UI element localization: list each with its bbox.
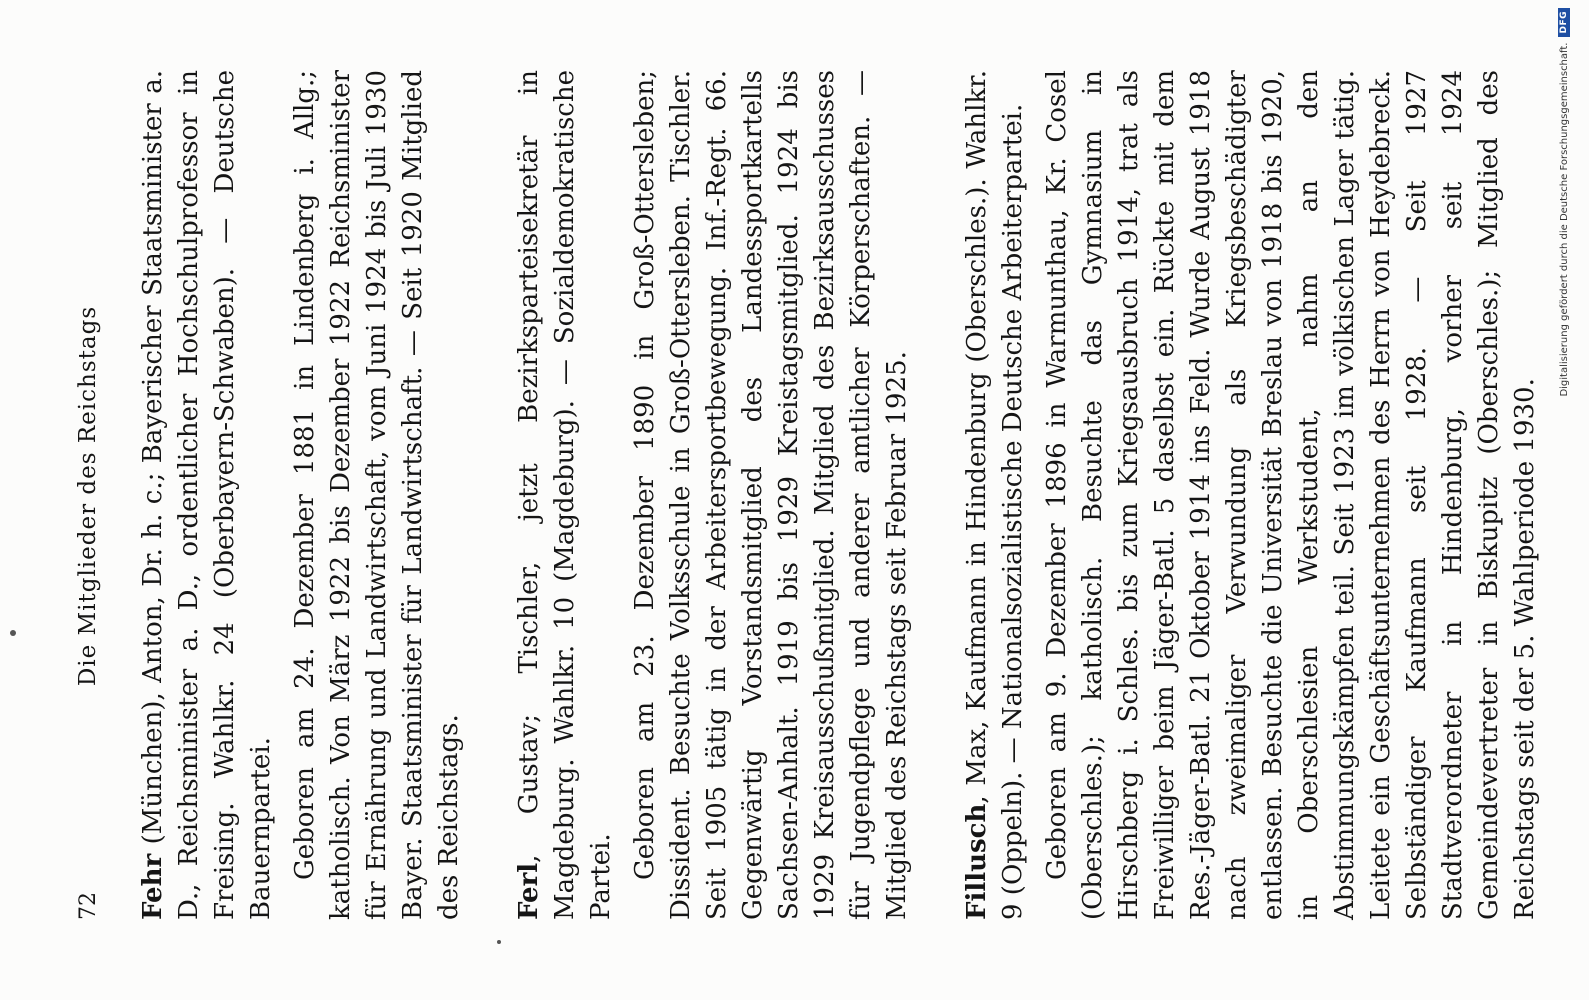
biography-entry-ferl: [511, 70, 915, 920]
entry-body: Geboren am 23. Dezember 1890 in Groß-Ottersleben; Dissident. Besuchte Volksschule in Groß-Ottersleben. Tischler. Seit 1905 tätig in der Arbeitersportbewegung. Inf.-Regt. 66. Gegenwärtig Vorstandsmitglied des Landessportkartells Sachsen-Anhalt. 1919 bis 1929 Kreistagsmitglied. 1924 bis 1929 Kreisausschußmitglied. Mitglied des Bezirksausschusses für Jugendpflege und anderer amtlicher Körperschaften. — Mitglied des Reichstags seit Februar 1925.: [630, 70, 912, 920]
page-header-title: Die Mitglieder des Reichstags: [75, 305, 101, 687]
digitization-note: Digitalisierung gefördert durch die Deutsche Forschungsgemeinschaft.: [1558, 42, 1570, 397]
page-number: 72: [76, 892, 101, 920]
entry-name: Fillusch: [962, 803, 992, 920]
entry-name: Fehr: [138, 853, 168, 920]
entry-lead: [959, 70, 1031, 920]
dfg-logo: DFG: [1558, 8, 1570, 37]
entry-lead-text: , Max, Kaufmann in Hindenburg (Oberschles.). Wahlkr. 9 (Oppeln). — Nationalsozialistische Deutsche Arbeiterpartei.: [962, 70, 1028, 920]
digitization-credit-text: [1556, 8, 1572, 928]
entry-lead-text: (München), Anton, Dr. h. c.; Bayerischer Staatsminister a. D., Reichsminister a. D., ordentlicher Hochschulprofessor in Freising. Wahlkr. 24 (Oberbayern-Schwaben). — Deutsche Bauernpartei.: [138, 70, 276, 920]
biography-entry-fillusch: [959, 70, 1543, 920]
entry-lead-text: , Gustav; Tischler, jetzt Bezirksparteisekretär in Magdeburg. Wahlkr. 10 (Magdeburg). — Sozialdemokratische Partei.: [514, 70, 616, 920]
entry-name: Ferl: [514, 862, 544, 920]
digitization-credit: [1556, 8, 1572, 928]
entry-lead: [511, 70, 619, 920]
scan-speck: [10, 630, 16, 636]
running-head: [75, 70, 115, 920]
entry-body: Geboren am 9. Dezember 1896 in Warmunthau, Kr. Cosel (Oberschles.); katholisch. Besuchte das Gymnasium in Hirschberg i. Schles. bis zum Kriegsausbruch 1914, trat als Freiwilliger beim Jäger-Batl. 5 daselbst ein. Rückte mit dem Res.-Jäger-Batl. 21 Oktober 1914 ins Feld. Wurde August 1918 nach zweimaliger Verwundung als Kriegsbeschädigter entlassen. Besuchte die Universität Breslau von 1918 bis 1920, in Oberschlesien Werkstudent, nahm an den Abstimmungskämpfen teil. Seit 1923 im völkischen Lager tätig. Leitete ein Geschäftsunternehmen des Herrn von Heydebreck. Selbständiger Kaufmann seit 1928. — Seit 1927 Stadtverordneter in Hindenburg, vorher seit 1924 Gemeindevertreter in Biskupitz (Oberschles.); Mitglied des Reichstags seit der 5. Wahlperiode 1930.: [1042, 70, 1540, 920]
entry-lead: [135, 70, 279, 920]
rotated-text-block: [55, 45, 1540, 945]
scan-speck: [497, 940, 501, 944]
entry-body: Geboren am 24. Dezember 1881 in Lindenberg i. Allg.; katholisch. Von März 1922 bis Dezember 1922 Reichsminister für Ernährung und Landwirtschaft, vom Juni 1924 bis Juli 1930 Bayer. Staatsminister für Landwirtschaft. — Seit 1920 Mitglied des Reichstags.: [290, 70, 464, 920]
biography-entry-fehr: [135, 70, 467, 920]
